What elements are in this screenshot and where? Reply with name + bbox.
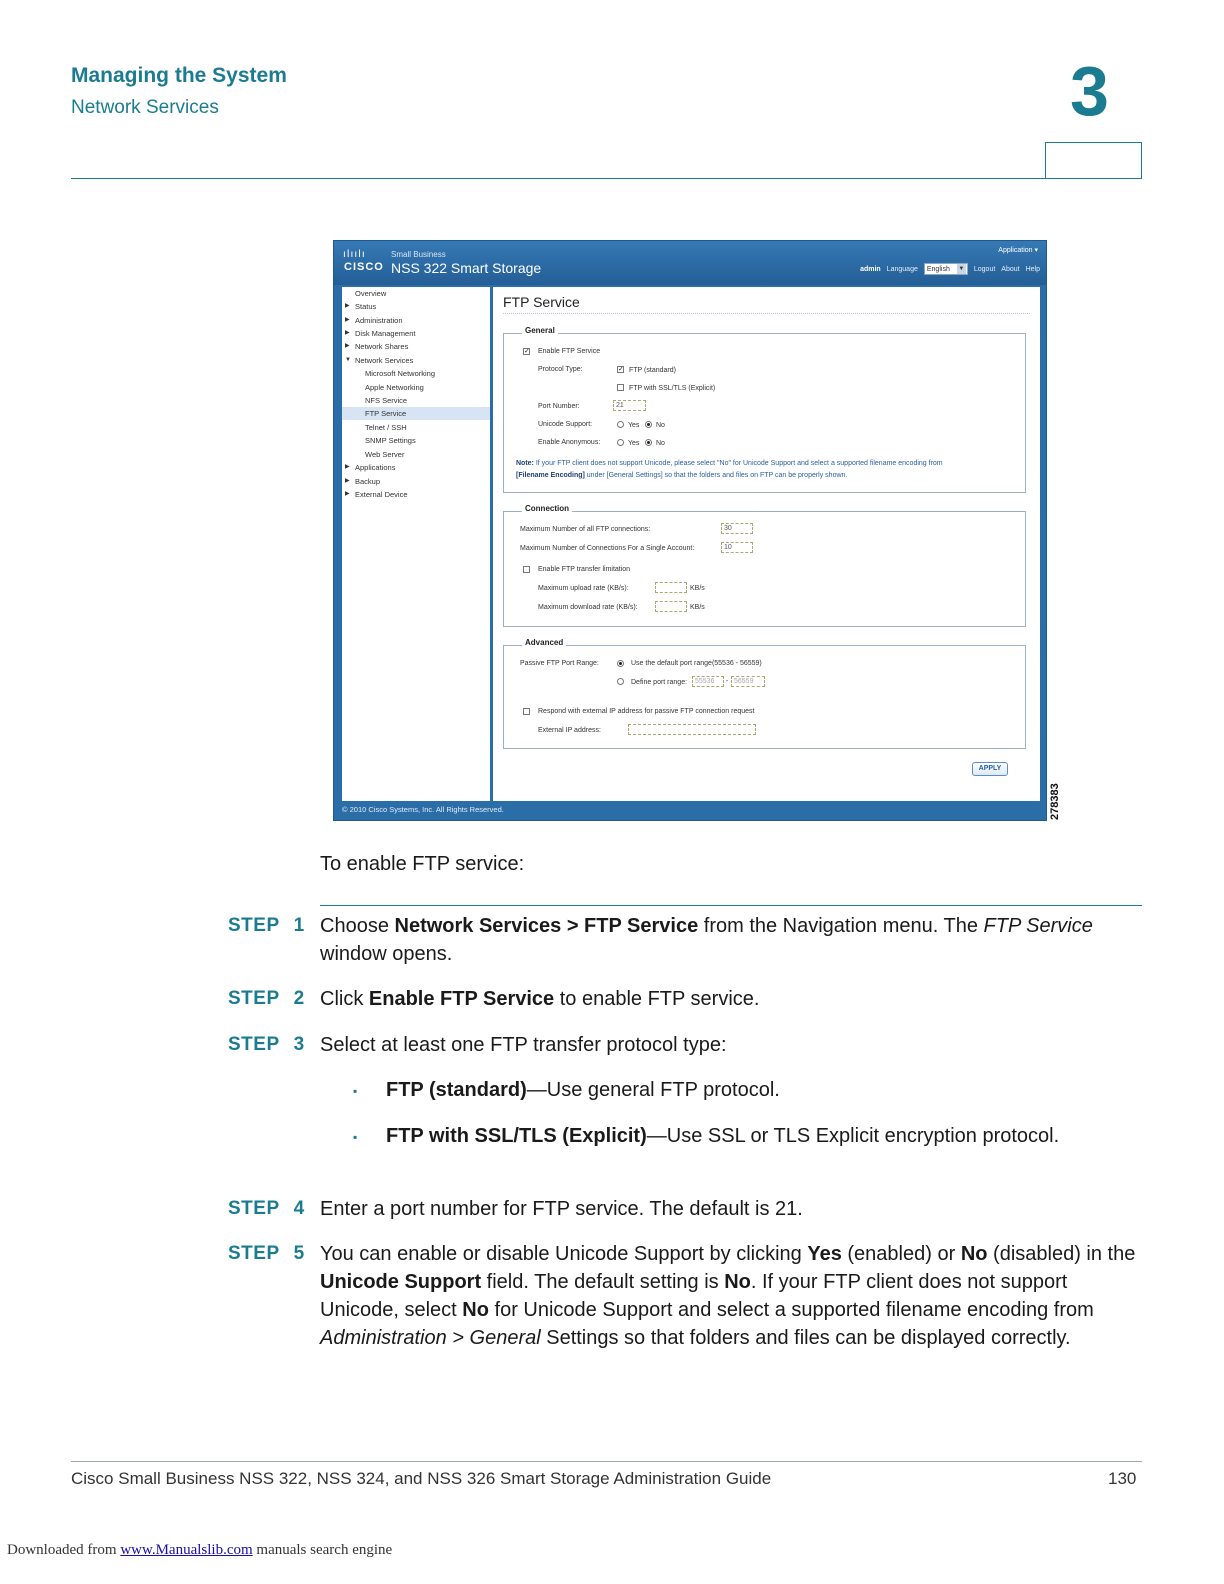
bullet-2-text: FTP with SSL/TLS (Explicit)—Use SSL or TLS Explicit encryption protocol. <box>386 1125 1060 1147</box>
help-link[interactable]: Help <box>1025 265 1040 273</box>
caret-right-icon: ▶ <box>345 478 350 484</box>
max-download-input[interactable] <box>655 601 687 612</box>
application-menu[interactable]: Application ▾ <box>998 247 1038 254</box>
bullet-1-text: FTP (standard)—Use general FTP protocol. <box>386 1079 780 1101</box>
advanced-fieldset <box>503 638 1026 749</box>
nav-item-external-device[interactable]: ▶ External Device <box>345 490 408 499</box>
bullet-mark: ▪ <box>353 1130 358 1144</box>
connection-legend: Connection <box>522 504 572 513</box>
chapter-subtitle: Network Services <box>71 97 219 118</box>
max-single-account-input[interactable]: 10 <box>721 542 753 553</box>
bullet-mark: ▪ <box>353 1084 358 1098</box>
nav-item-telnet-ssh[interactable]: Telnet / SSH <box>365 423 407 432</box>
caret-right-icon: ▶ <box>345 343 350 349</box>
nav-item-network-shares[interactable]: ▶ Network Shares <box>345 342 409 351</box>
apply-button[interactable]: APPLY <box>972 762 1008 776</box>
step-2-text: Click Enable FTP Service to enable FTP service. <box>320 988 760 1010</box>
chevron-down-icon: ▼ <box>958 266 965 272</box>
nav-item-status[interactable]: ▶ Status <box>345 302 377 311</box>
footer-title: Cisco Small Business NSS 322, NSS 324, and NSS 326 Smart Storage Administration Guide <box>71 1469 772 1488</box>
unicode-no-label: No <box>656 422 665 429</box>
enable-transfer-limit-label: Enable FTP transfer limitation <box>538 566 631 573</box>
protocol-type-label: Protocol Type: <box>538 366 583 373</box>
general-legend: General <box>522 326 558 335</box>
chapter-title: Managing the System <box>71 64 287 87</box>
external-ip-input[interactable] <box>628 724 756 735</box>
footer-rule <box>71 1461 1142 1462</box>
cisco-wordmark: CISCO <box>344 261 384 273</box>
download-notice: Downloaded from www.Manualslib.com manuals search engine <box>7 1542 393 1558</box>
nav-item-apple-networking[interactable]: Apple Networking <box>365 383 424 392</box>
logout-link[interactable]: Logout <box>973 265 996 273</box>
screenshot-copyright: © 2010 Cisco Systems, Inc. All Rights Reserved. <box>342 805 504 814</box>
product-title: NSS 322 Smart Storage <box>391 260 542 276</box>
manualslib-link[interactable]: www.Manualslib.com <box>120 1542 253 1558</box>
nav-item-snmp-settings[interactable]: SNMP Settings <box>365 436 416 445</box>
language-select[interactable] <box>924 263 968 275</box>
language-value: English <box>926 265 950 273</box>
user-name: admin <box>860 265 881 273</box>
ftp-service-screenshot <box>333 240 1047 821</box>
enable-transfer-limit-checkbox[interactable] <box>523 566 530 573</box>
port-range-separator: - <box>726 678 729 685</box>
enable-ftp-label: Enable FTP Service <box>538 348 601 355</box>
about-link[interactable]: About <box>1001 265 1020 273</box>
caret-down-icon: ▼ <box>345 357 351 363</box>
port-range-to-input[interactable]: 56559 <box>731 676 765 687</box>
max-download-label: Maximum download rate (KB/s): <box>538 604 638 611</box>
max-single-account-label: Maximum Number of Connections For a Single Account: <box>520 545 695 552</box>
step-5-text: You can enable or disable Unicode Support by clicking Yes (enabled) or No (disabled) in the Unicode Support field. The default setting is No. If your FTP client does not support Unicode, select No for Unicode Support and select a supported filename encoding from Administration > General Settings so that folders and files can be displayed correctly. <box>320 1243 1136 1349</box>
caret-right-icon: ▶ <box>345 317 350 323</box>
step-4-text: Enter a port number for FTP service. The default is 21. <box>320 1198 803 1220</box>
panel-title: FTP Service <box>503 294 580 310</box>
anonymous-yes-radio[interactable] <box>617 439 624 446</box>
filename-encoding-link[interactable]: [Filename Encoding] <box>516 472 585 479</box>
define-port-range-radio[interactable] <box>617 678 624 685</box>
navigation-menu <box>342 287 490 801</box>
nav-item-backup[interactable]: ▶ Backup <box>345 477 381 486</box>
steps-rule <box>320 905 1142 906</box>
respond-external-ip-checkbox[interactable] <box>523 708 530 715</box>
figure-number: 278383 <box>1049 783 1061 820</box>
define-port-range-label: Define port range: <box>631 679 688 686</box>
step-label: STEP 5 <box>228 1243 305 1264</box>
enable-anonymous-label: Enable Anonymous: <box>538 439 601 446</box>
header-rule <box>71 178 1142 179</box>
port-number-label: Port Number: <box>538 403 580 410</box>
nav-item-disk-management[interactable]: ▶ Disk Management <box>345 329 416 338</box>
unicode-support-label: Unicode Support: <box>538 421 593 428</box>
nav-item-overview[interactable]: Overview <box>355 289 387 298</box>
ftp-ssl-label: FTP with SSL/TLS (Explicit) <box>629 385 716 392</box>
external-ip-label: External IP address: <box>538 727 601 734</box>
caret-right-icon: ▶ <box>345 464 350 470</box>
enable-ftp-checkbox[interactable]: ✓ <box>524 348 530 355</box>
ftp-standard-checkbox[interactable]: ✓ <box>618 366 624 373</box>
page-number: 130 <box>1108 1469 1137 1488</box>
default-port-range-radio[interactable] <box>617 660 624 667</box>
nav-item-network-services[interactable]: ▼ Network Services <box>345 356 414 365</box>
ftp-service-panel <box>493 287 1040 801</box>
caret-right-icon: ▶ <box>345 330 350 336</box>
caret-right-icon: ▶ <box>345 491 350 497</box>
nav-item-administration[interactable]: ▶ Administration <box>345 316 403 325</box>
port-range-from-input[interactable]: 55536 <box>692 676 724 687</box>
chapter-number: 3 <box>1070 52 1109 130</box>
step-3-text: Select at least one FTP transfer protocol type: <box>320 1034 727 1056</box>
max-all-connections-input[interactable]: 30 <box>721 523 753 534</box>
step-label: STEP 1 <box>228 915 305 936</box>
app-header <box>334 241 1046 285</box>
respond-external-ip-label: Respond with external IP address for passive FTP connection request <box>538 708 755 715</box>
ftp-standard-label: FTP (standard) <box>629 367 676 374</box>
nav-item-nfs-service[interactable]: NFS Service <box>365 396 408 405</box>
small-business-label: Small Business <box>391 250 446 259</box>
cisco-logo-icon: ılıılı <box>343 249 366 260</box>
unicode-yes-label: Yes <box>628 422 640 429</box>
default-port-range-label: Use the default port range(55536 - 56559) <box>631 660 762 667</box>
step-1-text: Choose Network Services > FTP Service from the Navigation menu. The FTP Service window opens. <box>320 915 1093 965</box>
download-unit: KB/s <box>690 604 705 611</box>
panel-title-rule <box>503 313 1030 314</box>
caret-right-icon: ▶ <box>345 303 350 309</box>
step-label: STEP 4 <box>228 1198 305 1219</box>
unicode-note: Note: If your FTP client does not support Unicode, please select "No" for Unicode Support and select a supported filename encoding from [Filename Encoding] under [General Settings] so that the folders and files on FTP can be properly shown. <box>516 460 943 479</box>
upload-unit: KB/s <box>690 585 705 592</box>
passive-port-range-label: Passive FTP Port Range: <box>520 660 599 667</box>
nav-item-ftp-service[interactable]: FTP Service <box>342 407 490 420</box>
nav-item-applications[interactable]: ▶ Applications <box>345 463 396 472</box>
language-label: Language <box>886 265 918 273</box>
intro-text: To enable FTP service: <box>320 853 525 875</box>
unicode-no-radio[interactable] <box>645 421 652 428</box>
port-number-input[interactable]: 21 <box>613 400 646 411</box>
step-label: STEP 3 <box>228 1034 305 1055</box>
max-upload-label: Maximum upload rate (KB/s): <box>538 585 629 592</box>
nav-item-web-server[interactable]: Web Server <box>365 450 405 459</box>
max-all-connections-label: Maximum Number of all FTP connections: <box>520 526 651 533</box>
general-fieldset <box>503 326 1026 493</box>
connection-fieldset <box>503 504 1026 627</box>
nav-item-microsoft-networking[interactable]: Microsoft Networking <box>365 369 436 378</box>
ftp-ssl-checkbox[interactable] <box>617 384 624 391</box>
anonymous-yes-label: Yes <box>628 440 640 447</box>
anonymous-no-radio[interactable] <box>645 439 652 446</box>
max-upload-input[interactable] <box>655 582 687 593</box>
advanced-legend: Advanced <box>522 638 566 647</box>
anonymous-no-label: No <box>656 440 665 447</box>
unicode-yes-radio[interactable] <box>617 421 624 428</box>
step-label: STEP 2 <box>228 988 305 1009</box>
top-links <box>860 263 1040 275</box>
chapter-number-box <box>1045 142 1142 179</box>
